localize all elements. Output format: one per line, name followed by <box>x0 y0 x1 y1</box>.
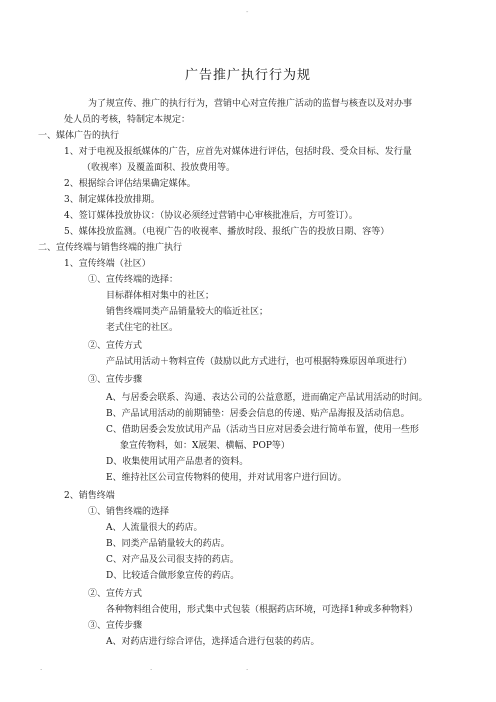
sub-item: ②、宣传方式 <box>88 341 143 351</box>
detail-line: 产品试用活动＋物料宣传（鼓励以此方式进行，也可根据特殊原因单项进行） <box>106 357 413 367</box>
list-item: 5、媒体投放监测。（电视广告的收视率、播放时段、报纸广告的投放日期、容等） <box>64 227 390 237</box>
list-item: 1、对于电视及报纸媒体的广告，应首先对媒体进行评估，包括时段、受众目标、发行量 <box>64 147 412 157</box>
section-heading: 一、媒体广告的执行 <box>38 131 120 141</box>
section-heading: 二、宣传终端与销售终端的推广执行 <box>38 243 183 253</box>
step-line: E、维持社区公司宣传物料的使用，并对试用客户进行回访。 <box>106 473 347 483</box>
detail-line: 目标群体相对集中的社区； <box>106 291 215 301</box>
intro-line: 处人员的考核，特制定本规定： <box>64 115 191 125</box>
list-item: 3、制定媒体投放排期。 <box>64 195 160 205</box>
sub-item: ①、宣传终端的选择： <box>88 275 179 285</box>
footer-mark: . <box>150 664 153 672</box>
step-line: C、借助居委会发放试用产品（活动当日应对居委会进行简单布置，使用一些形 <box>106 425 419 435</box>
subsection-heading: 2、销售终端 <box>64 491 115 501</box>
footer-mark: . <box>40 664 43 672</box>
sub-item: ②、宣传方式 <box>88 589 143 599</box>
footer-mark: . <box>246 664 249 672</box>
step-line-continuation: 象宣传物料，如：X展架、横幅、POP等） <box>120 441 290 451</box>
list-item: 2、根据综合评估结果确定媒体。 <box>64 179 196 189</box>
subsection-heading: 1、宣传终端（社区） <box>64 259 151 269</box>
step-line: A、对药店进行综合评估，选择适合进行包装的药店。 <box>106 637 320 647</box>
sub-item: ③、宣传步骤 <box>88 375 143 385</box>
step-line: A、人流量很大的药店。 <box>106 523 203 533</box>
header-mark: - <box>246 8 249 16</box>
document-title: 广告推广执行行为规 <box>184 68 311 83</box>
detail-line: 销售终端同类产品销量较大的临近社区； <box>106 307 269 317</box>
sub-item: ①、销售终端的选择 <box>88 507 170 517</box>
step-line: B、同类产品销量较大的药店。 <box>106 539 230 549</box>
step-line: D、比较适合做形象宣传的药店。 <box>106 571 240 581</box>
list-item: 4、签订媒体投放协议：（协议必须经过营销中心审核批准后，方可签订）。 <box>64 211 358 221</box>
detail-line: 老式住宅的社区。 <box>106 323 179 333</box>
step-line: D、收集使用试用产品患者的资料。 <box>106 457 249 467</box>
step-line: B、产品试用活动的前期铺垫：居委会信息的传递、贴产品海报及活动信息。 <box>106 409 410 419</box>
sub-item: ③、宣传步骤 <box>88 621 143 631</box>
list-item-continuation: （收视率）及覆盖面积、投放费用等。 <box>82 163 236 173</box>
detail-line: 各种物料组合使用，形式集中式包装（根据药店环境，可选择1种或多种物料） <box>106 605 418 615</box>
intro-line: 为了规宣传、推广的执行行为，营销中心对宣传推广活动的监督与核查以及对办事 <box>88 99 413 109</box>
step-line: A、与居委会联系、沟通、表达公司的公益意愿，进而确定产品试用活动的时间。 <box>106 393 428 403</box>
step-line: C、对产品及公司很支持的药店。 <box>106 555 239 565</box>
